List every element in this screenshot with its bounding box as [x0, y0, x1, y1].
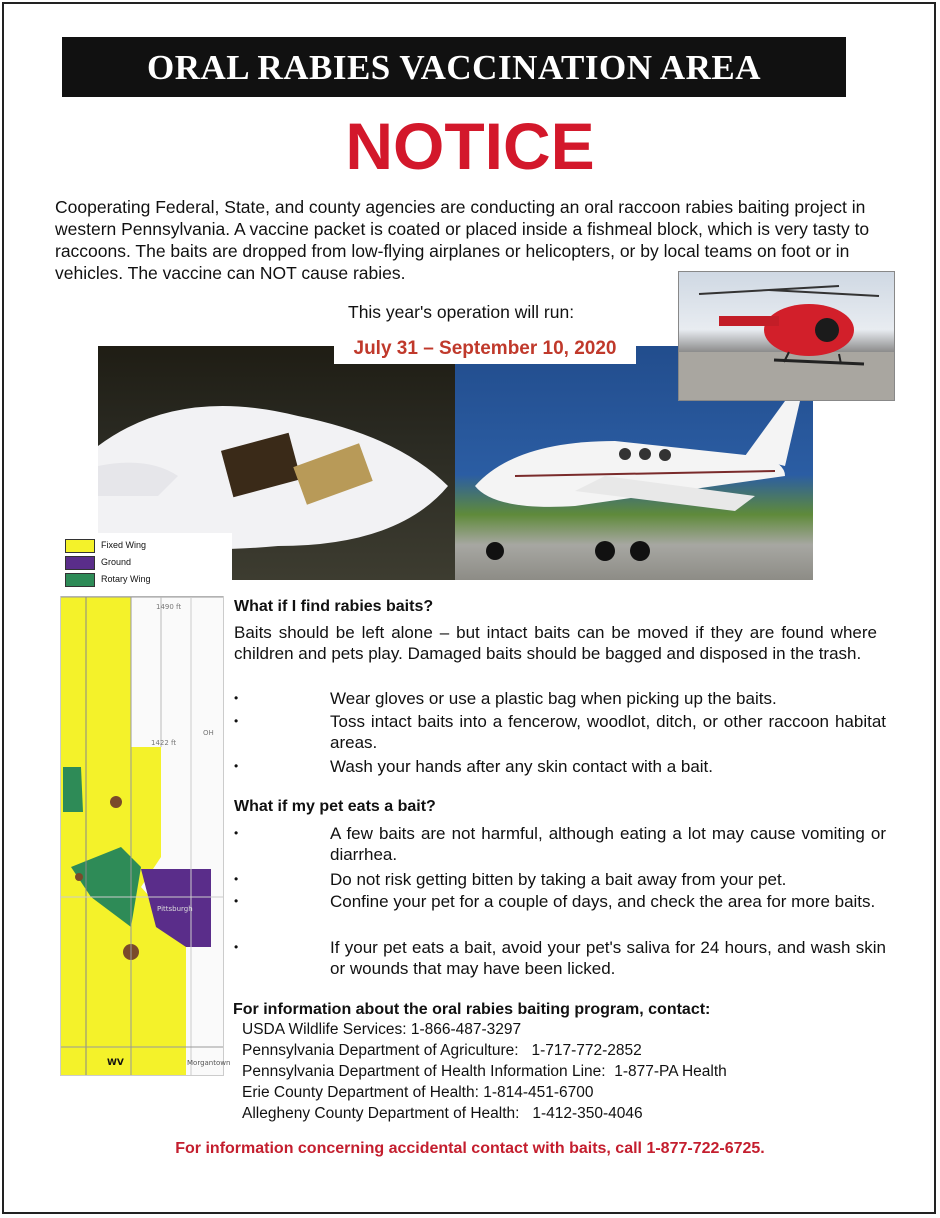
- intro-paragraph: Cooperating Federal, State, and county agencies are conducting an oral raccoon rabies baiting project in western Pennsylvania. A vaccine packet is coated or placed inside a fishmeal block, which is very tasty to raccoons. The baits are dropped from low-flying airplanes or helicopters, or by local teams on foot or in vehicles. The vaccine can NOT cause rabies.: [55, 197, 870, 283]
- bullet-icon: •: [234, 759, 239, 773]
- legend-swatch: [65, 573, 95, 587]
- legend-swatch: [65, 539, 95, 553]
- map-label-oh: OH: [203, 729, 214, 737]
- map-label-state: WV: [107, 1058, 124, 1068]
- accidental-contact-footer: For information concerning accidental contact with baits, call 1-877-722-6725.: [175, 1140, 765, 1157]
- legend-label: Rotary Wing: [101, 574, 151, 584]
- legend-item-ground: [65, 554, 131, 570]
- bullet-text: A few baits are not harmful, although eating a lot may cause vomiting or diarrhea.: [330, 824, 886, 864]
- map-label-elevation: 1490 ft: [156, 603, 182, 611]
- legend-item-fixed-wing: [65, 537, 146, 553]
- list-item: [234, 711, 886, 755]
- bullet-text: Wash your hands after any skin contact with a bait.: [330, 757, 714, 776]
- find-baits-paragraph: Baits should be left alone – but intact baits can be moved if they are found where children and pets play. Damaged baits should be bagged and disposed in the trash.: [234, 623, 877, 663]
- list-item: [234, 756, 886, 778]
- legend-swatch: [65, 556, 95, 570]
- bullet-icon: •: [234, 691, 239, 705]
- baiting-zone-map: [60, 596, 231, 1076]
- banner-title: ORAL RABIES VACCINATION AREA: [62, 37, 846, 97]
- find-baits-heading: What if I find rabies baits?: [234, 598, 434, 615]
- operation-dates: July 31 – September 10, 2020: [334, 334, 636, 364]
- contact-line: Erie County Department of Health: 1-814-451-6700: [242, 1084, 594, 1101]
- bullet-icon: •: [234, 872, 239, 886]
- map-label-elevation: 1422 ft: [151, 739, 177, 747]
- bullet-text: If your pet eats a bait, avoid your pet's saliva for 24 hours, and wash skin or wounds that may have been licked.: [330, 938, 886, 978]
- bullet-icon: •: [234, 714, 239, 728]
- list-item: [234, 688, 886, 710]
- list-item: [234, 937, 886, 981]
- map-label-city: Pittsburgh: [157, 905, 193, 913]
- contacts-title: For information about the oral rabies baiting program, contact:: [233, 1001, 711, 1018]
- contact-line: Pennsylvania Department of Health Information Line: 1-877-PA Health: [242, 1063, 727, 1080]
- helicopter-photo: [678, 271, 895, 401]
- map-label-town: Morgantown: [187, 1059, 231, 1067]
- bullet-text: Toss intact baits into a fencerow, woodlot, ditch, or other raccoon habitat areas.: [330, 712, 886, 752]
- map-legend: [62, 533, 232, 593]
- legend-item-rotary-wing: [65, 571, 151, 587]
- list-item: [234, 823, 886, 867]
- contact-line: Allegheny County Department of Health: 1-412-350-4046: [242, 1105, 643, 1122]
- bullet-icon: •: [234, 826, 239, 840]
- operation-label: This year's operation will run:: [348, 302, 575, 322]
- bullet-icon: •: [234, 940, 239, 954]
- bullet-text: Confine your pet for a couple of days, and check the area for more baits.: [330, 892, 876, 911]
- legend-label: Fixed Wing: [101, 540, 147, 550]
- list-item: [234, 869, 886, 891]
- bullet-text: Do not risk getting bitten by taking a bait away from your pet.: [330, 870, 787, 889]
- contact-line: USDA Wildlife Services: 1-866-487-3297: [242, 1021, 522, 1038]
- pet-eats-bait-heading: What if my pet eats a bait?: [234, 798, 436, 815]
- bullet-icon: •: [234, 894, 239, 908]
- legend-label: Ground: [101, 557, 132, 567]
- bullet-text: Wear gloves or use a plastic bag when picking up the baits.: [330, 689, 777, 708]
- notice-heading: NOTICE: [345, 109, 595, 183]
- list-item: [234, 891, 886, 935]
- contact-line: Pennsylvania Department of Agriculture: 1-717-772-2852: [242, 1042, 642, 1059]
